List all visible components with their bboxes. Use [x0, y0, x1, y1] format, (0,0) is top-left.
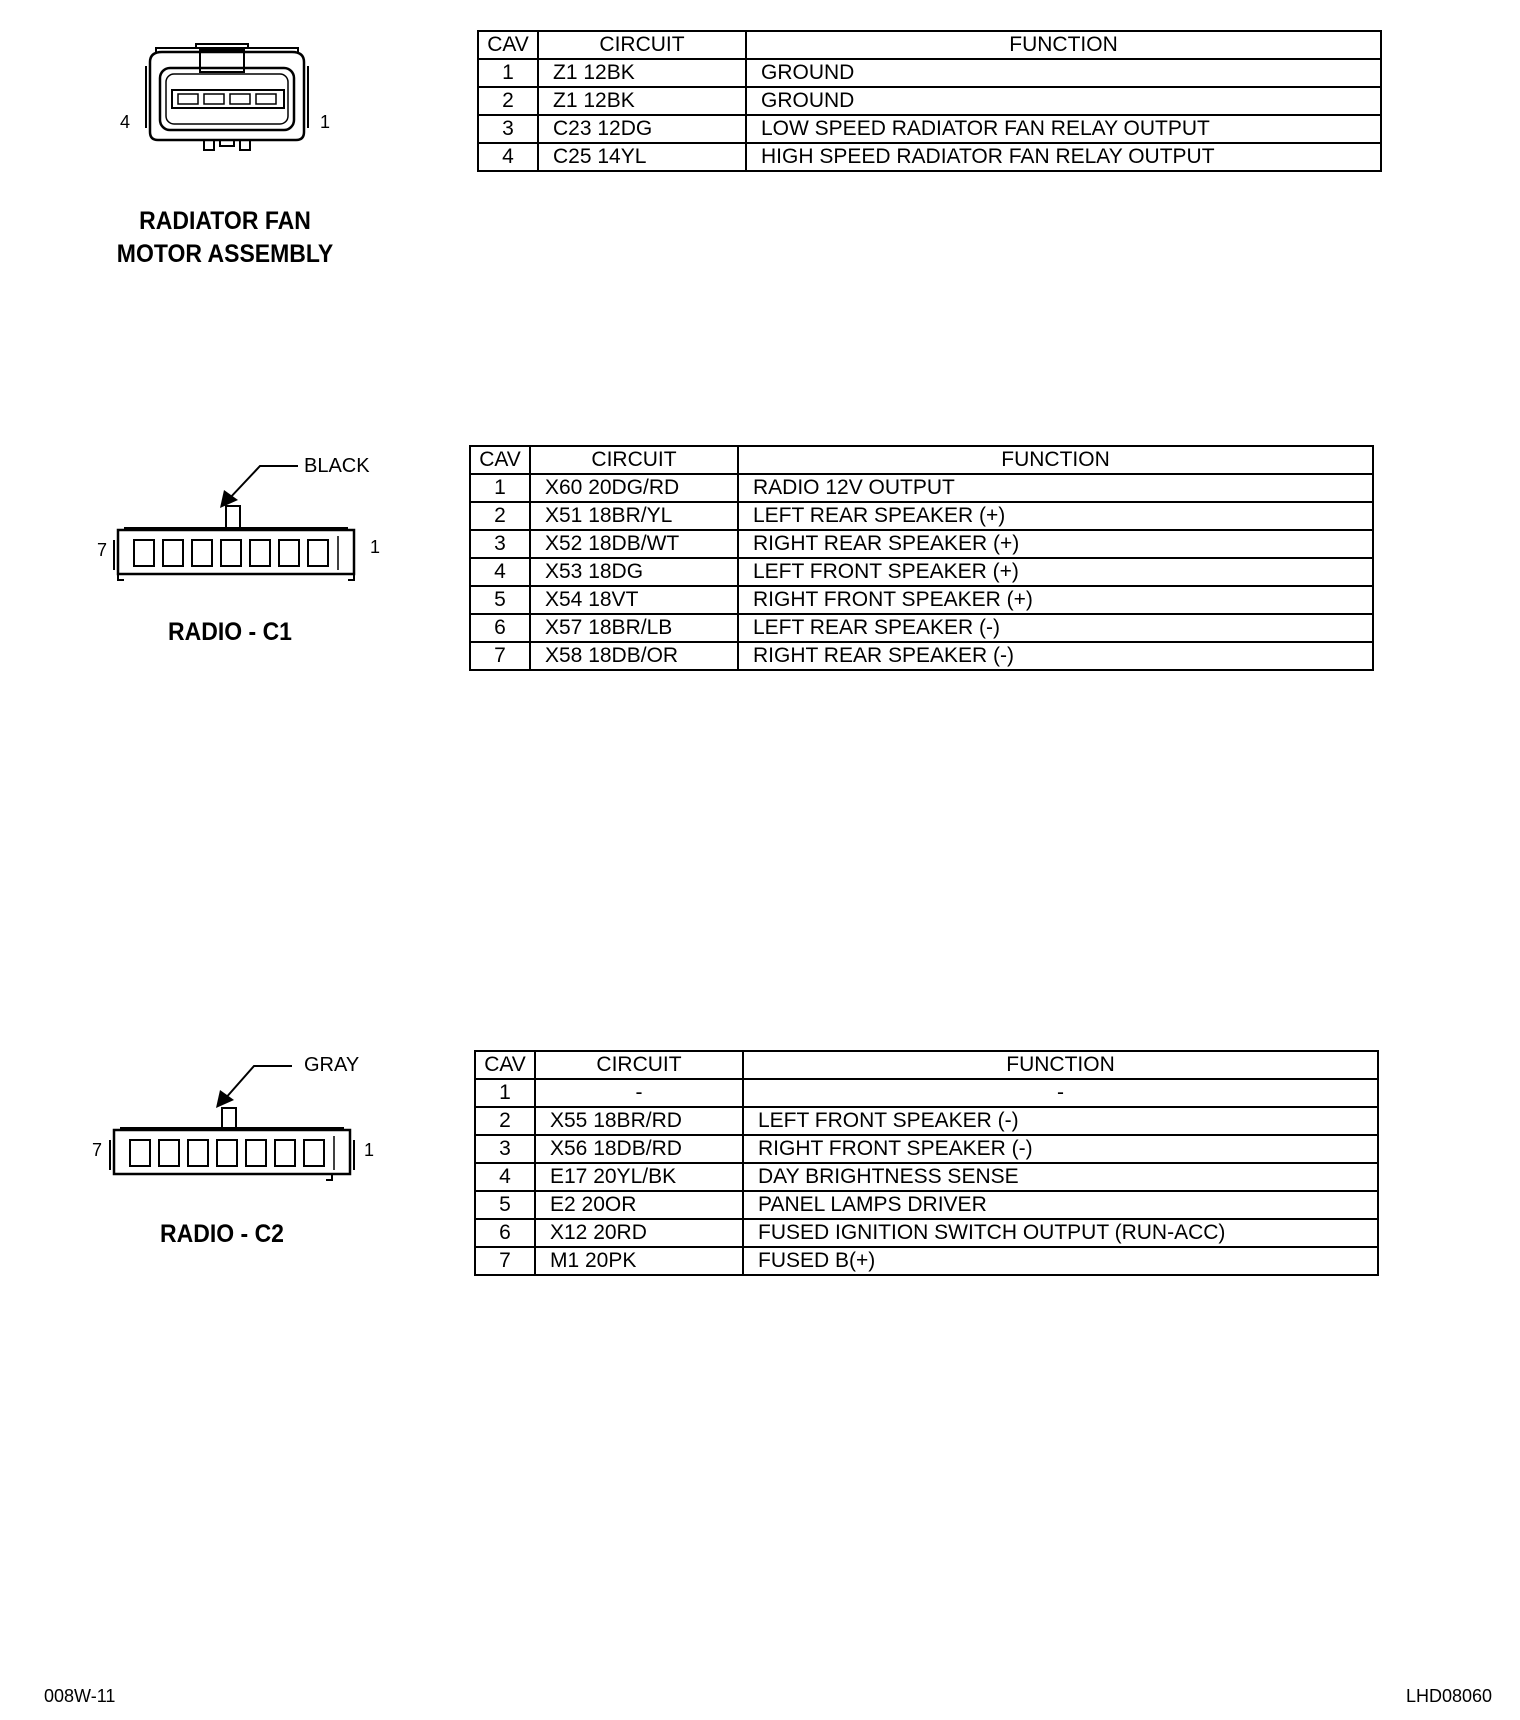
cell-cav: 1: [478, 59, 538, 87]
table-row: [470, 586, 1373, 614]
cell-cav: 7: [475, 1247, 535, 1275]
cell-function: PANEL LAMPS DRIVER: [743, 1191, 1378, 1219]
cell-cav: 2: [470, 502, 530, 530]
cell-cav: 4: [478, 143, 538, 171]
cell-cav: 2: [475, 1107, 535, 1135]
cell-circuit: X51 18BR/YL: [530, 502, 738, 530]
table-header-row: [470, 446, 1373, 474]
cell-circuit: M1 20PK: [535, 1247, 743, 1275]
cell-function: RIGHT FRONT SPEAKER (+): [738, 586, 1373, 614]
table-row: [475, 1247, 1378, 1275]
table-row: [470, 530, 1373, 558]
radio-c2-pinout-table: [474, 1050, 1379, 1276]
table-row: [470, 474, 1373, 502]
radiator-fan-title-line-1: RADIATOR FAN: [139, 207, 311, 235]
cell-cav: 4: [470, 558, 530, 586]
table-row: [475, 1079, 1378, 1107]
cell-circuit: X52 18DB/WT: [530, 530, 738, 558]
header-function: FUNCTION: [738, 446, 1373, 474]
cell-circuit: X55 18BR/RD: [535, 1107, 743, 1135]
table-row: [470, 558, 1373, 586]
cell-function: LEFT FRONT SPEAKER (+): [738, 558, 1373, 586]
cell-function: RIGHT REAR SPEAKER (+): [738, 530, 1373, 558]
header-cav: CAV: [475, 1051, 535, 1079]
header-function: FUNCTION: [746, 31, 1381, 59]
cell-cav: 1: [475, 1079, 535, 1107]
cell-cav: 1: [470, 474, 530, 502]
cell-circuit: X60 20DG/RD: [530, 474, 738, 502]
cell-function: DAY BRIGHTNESS SENSE: [743, 1163, 1378, 1191]
cell-circuit: C25 14YL: [538, 143, 746, 171]
radio-c1-pin-left-label: 7: [97, 540, 108, 560]
table-row: [478, 115, 1381, 143]
radiator-fan-connector-drawing: [110, 40, 350, 160]
cell-function: RIGHT REAR SPEAKER (-): [738, 642, 1373, 670]
radio-c2-color-label: GRAY: [304, 1054, 360, 1076]
cell-cav: 2: [478, 87, 538, 115]
cell-cav: 4: [475, 1163, 535, 1191]
header-circuit: CIRCUIT: [530, 446, 738, 474]
header-cav: CAV: [478, 31, 538, 59]
table-row: [478, 59, 1381, 87]
cell-function: LOW SPEED RADIATOR FAN RELAY OUTPUT: [746, 115, 1381, 143]
cell-circuit: X56 18DB/RD: [535, 1135, 743, 1163]
radio-c1-pin-right-label: 1: [370, 537, 381, 557]
table-row: [475, 1163, 1378, 1191]
cell-cav: 5: [475, 1191, 535, 1219]
radio-c1-pinout-table: [469, 445, 1374, 671]
cell-circuit: Z1 12BK: [538, 87, 746, 115]
cell-circuit: Z1 12BK: [538, 59, 746, 87]
cell-circuit: X54 18VT: [530, 586, 738, 614]
cell-function: RADIO 12V OUTPUT: [738, 474, 1373, 502]
cell-cav: 3: [475, 1135, 535, 1163]
cell-function: HIGH SPEED RADIATOR FAN RELAY OUTPUT: [746, 143, 1381, 171]
footer-figure-id: LHD08060: [1405, 1686, 1492, 1706]
radiator-fan-title-line-2: MOTOR ASSEMBLY: [116, 240, 334, 268]
cell-circuit: X53 18DG: [530, 558, 738, 586]
cell-function: FUSED B(+): [743, 1247, 1378, 1275]
cell-function: GROUND: [746, 87, 1381, 115]
cell-circuit: E17 20YL/BK: [535, 1163, 743, 1191]
table-header-row: [475, 1051, 1378, 1079]
radio-c2-pin-right-label: 1: [364, 1140, 375, 1160]
header-cav: CAV: [470, 446, 530, 474]
cell-function: FUSED IGNITION SWITCH OUTPUT (RUN-ACC): [743, 1219, 1378, 1247]
radiator-fan-title: [92, 205, 359, 271]
radiator-fan-pin-right-label: 1: [320, 112, 331, 132]
cell-function: GROUND: [746, 59, 1381, 87]
footer-page-code: 008W-11: [44, 1686, 116, 1706]
header-circuit: CIRCUIT: [538, 31, 746, 59]
cell-function: LEFT FRONT SPEAKER (-): [743, 1107, 1378, 1135]
table-row: [470, 502, 1373, 530]
radio-c2-title: RADIO - C2: [160, 1220, 284, 1248]
cell-circuit: X12 20RD: [535, 1219, 743, 1247]
table-row: [470, 614, 1373, 642]
cell-circuit: E2 20OR: [535, 1191, 743, 1219]
cell-circuit: X57 18BR/LB: [530, 614, 738, 642]
table-row: [470, 642, 1373, 670]
cell-circuit: C23 12DG: [538, 115, 746, 143]
radio-c1-title: RADIO - C1: [168, 618, 292, 646]
cell-cav: 6: [470, 614, 530, 642]
radio-c1-color-label: BLACK: [304, 455, 370, 477]
table-row: [475, 1135, 1378, 1163]
cell-function: -: [743, 1079, 1378, 1107]
header-function: FUNCTION: [743, 1051, 1378, 1079]
table-row: [478, 143, 1381, 171]
radiator-fan-pin-left-label: 4: [120, 112, 131, 132]
radiator-fan-pinout-table: [477, 30, 1382, 172]
table-row: [475, 1219, 1378, 1247]
table-row: [475, 1191, 1378, 1219]
cell-function: LEFT REAR SPEAKER (+): [738, 502, 1373, 530]
cell-cav: 3: [478, 115, 538, 143]
table-row: [475, 1107, 1378, 1135]
table-header-row: [478, 31, 1381, 59]
cell-circuit: X58 18DB/OR: [530, 642, 738, 670]
header-circuit: CIRCUIT: [535, 1051, 743, 1079]
radio-c2-pin-left-label: 7: [92, 1140, 103, 1160]
table-row: [478, 87, 1381, 115]
cell-cav: 3: [470, 530, 530, 558]
cell-cav: 6: [475, 1219, 535, 1247]
cell-cav: 7: [470, 642, 530, 670]
cell-function: RIGHT FRONT SPEAKER (-): [743, 1135, 1378, 1163]
cell-cav: 5: [470, 586, 530, 614]
cell-function: LEFT REAR SPEAKER (-): [738, 614, 1373, 642]
cell-circuit: -: [535, 1079, 743, 1107]
